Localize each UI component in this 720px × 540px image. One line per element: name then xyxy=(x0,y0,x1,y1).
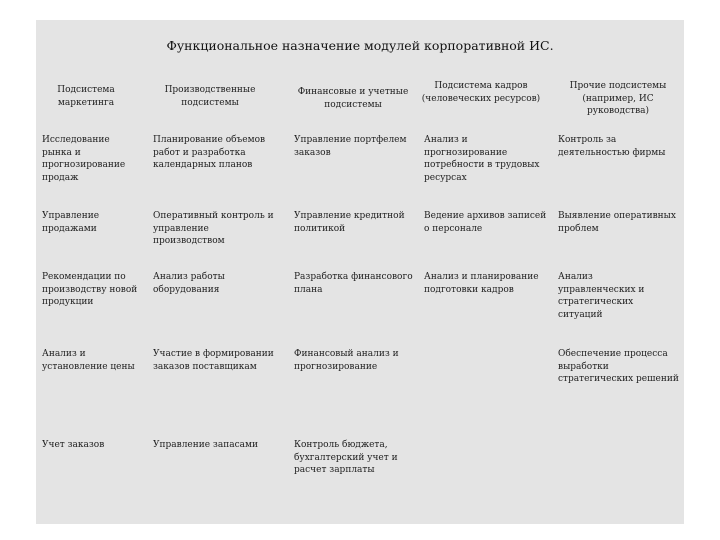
cell-finance-3: Разработка финансового плана xyxy=(294,272,413,295)
cell-other-4: Обеспечение процесса выработки стратегических решений xyxy=(558,349,679,384)
cell-finance-2: Управление кредитной политикой xyxy=(294,211,405,234)
cell-production-5: Управление запасами xyxy=(153,440,258,450)
cell-production-3: Анализ работы оборудования xyxy=(153,272,225,295)
cell-hr-3: Анализ и планирование подготовки кадров xyxy=(424,272,539,295)
cell-hr-2: Ведение архивов записей о персонале xyxy=(424,211,547,234)
cell-marketing-5: Учет заказов xyxy=(42,440,105,450)
cell-marketing-1: Исследование рынка и прогнозирование продаж xyxy=(42,135,126,183)
header-hr: Подсистема кадров (человеческих ресурсов) xyxy=(421,81,541,104)
header-production: Производственные подсистемы xyxy=(164,85,256,108)
cell-other-1: Контроль за деятельностью фирмы xyxy=(558,135,666,158)
cell-finance-5: Контроль бюджета, бухгалтерский учет и расчет зарплаты xyxy=(294,440,398,475)
slide xyxy=(36,20,684,524)
slide-title: Функциональное назначение модулей корпоративной ИС. xyxy=(166,38,554,53)
cell-marketing-3: Рекомендации по производству новой продукции xyxy=(42,272,138,307)
header-other: Прочие подсистемы (например, ИС руководства) xyxy=(569,81,667,116)
cell-marketing-2: Управление продажами xyxy=(42,211,100,234)
cell-other-3: Анализ управленческих и стратегических ситуаций xyxy=(558,272,645,320)
cell-other-2: Выявление оперативных проблем xyxy=(558,211,676,234)
header-finance: Финансовые и учетные подсистемы xyxy=(297,87,409,110)
cell-hr-1: Анализ и прогнозирование потребности в трудовых ресурсах xyxy=(424,135,540,183)
cell-production-1: Планирование объемов работ и разработка календарных планов xyxy=(153,135,266,170)
cell-production-2: Оперативный контроль и управление производством xyxy=(153,211,274,246)
cell-production-4: Участие в формировании заказов поставщикам xyxy=(153,349,274,372)
cell-marketing-4: Анализ и установление цены xyxy=(42,349,135,372)
cell-finance-1: Управление портфелем заказов xyxy=(294,135,407,158)
header-marketing: Подсистема маркетинга xyxy=(57,85,115,108)
cell-finance-4: Финансовый анализ и прогнозирование xyxy=(294,349,399,372)
